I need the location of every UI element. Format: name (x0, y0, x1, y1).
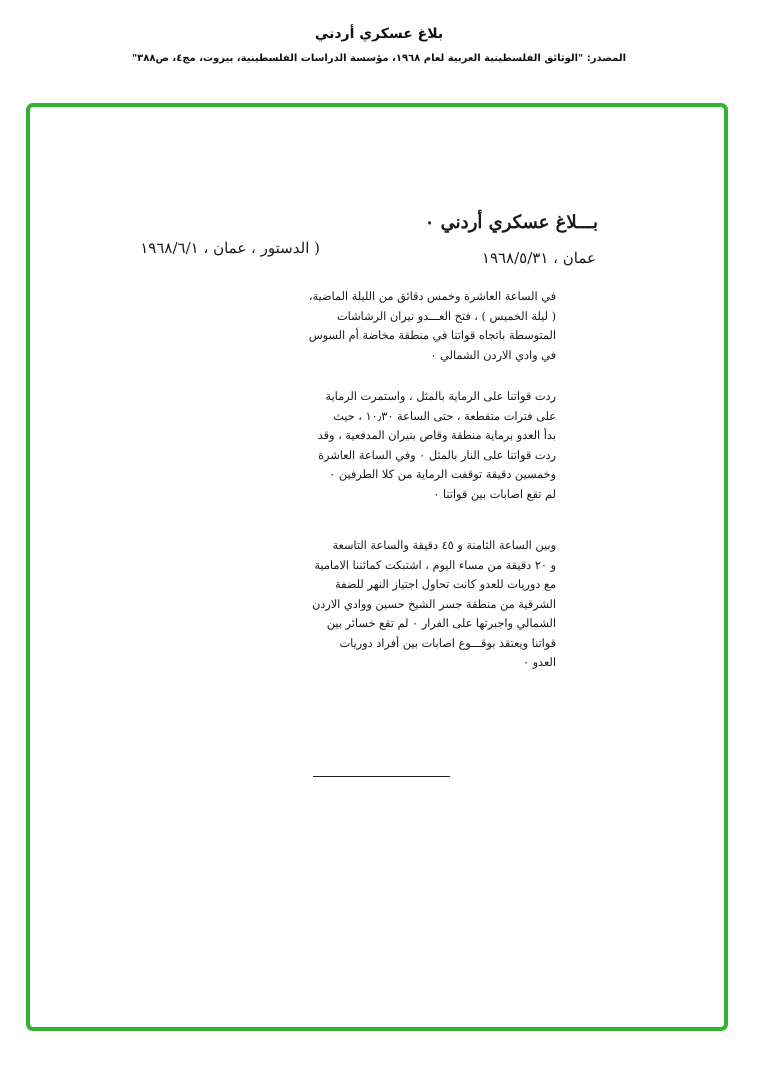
text-line: وخمسين دقيقة توقفت الرماية من كلا الطرفين ٠ (329, 468, 556, 481)
paragraph-3 (236, 536, 556, 673)
text-line: و ٢٠ دقيقة من مساء اليوم ، اشتبكت كمائننا الامامية (314, 558, 556, 572)
paragraph-1 (236, 287, 556, 365)
text-line: المتوسطة باتجاه قواتنا في منطقة مخاضة أم السوس (308, 329, 556, 342)
document-title: بـــلاغ عسكري أردني ٠ (424, 212, 598, 233)
text-line: بدأ العدو برماية منطقة وقاص بنيران المدفعية ، وقد (317, 429, 556, 442)
text-line: قواتنا ويعتقد بوقـــوع اصابات بين أفراد دوريات (339, 636, 556, 650)
text-line: العدو ٠ (522, 656, 556, 669)
text-line: لم تقع اصابات بين قواتنا ٠ (433, 487, 556, 501)
text-line: ( ليلة الخميس ) ، فتح العـــدو نيران الرشاشات (337, 309, 556, 323)
text-line: الشرقية من منطقة جسر الشيخ حسين ووادي الاردن (311, 597, 556, 611)
text-line: في الساعة العاشرة وخمس دقائق من الليلة الماضية، (308, 290, 556, 303)
text-line: وبين الساعة الثامنة و ٤٥ دقيقة والساعة التاسعة (332, 539, 556, 552)
text-line: في وادي الاردن الشمالي ٠ (430, 348, 556, 362)
source-citation: المصدر: "الوثائق الفلسطينية العربية لعام ١٩٦٨، مؤسسة الدراسات الفلسطينية، بيروت، مج٤، ص٣٨٨" (131, 53, 627, 64)
page-title: بلاغ عسكري أردني (314, 26, 444, 42)
document-dateline: عمان ، ١٩٦٨/٥/٣١ (481, 249, 596, 267)
text-line: ردت قواتنا على النار بالمثل ٠ وفي الساعة العاشرة (318, 448, 556, 462)
text-line: ردت قواتنا على الرماية بالمثل ، واستمرت الرماية (325, 390, 556, 403)
document-source-reference: ( الدستور ، عمان ، ١٩٦٨/٦/١ (140, 239, 320, 257)
text-line: على فترات متقطعة ، حتى الساعة ١٠٫٣٠ ، حيث (333, 409, 556, 423)
page-header (0, 24, 758, 66)
footer-divider (313, 776, 450, 777)
text-line: مع دوريات للعدو كانت تحاول اجتياز النهر للضفة (335, 578, 556, 591)
paragraph-2 (236, 387, 556, 504)
text-line: الشمالي واجبرتها على الفرار ٠ لم تقع خسائر بين (326, 617, 556, 630)
